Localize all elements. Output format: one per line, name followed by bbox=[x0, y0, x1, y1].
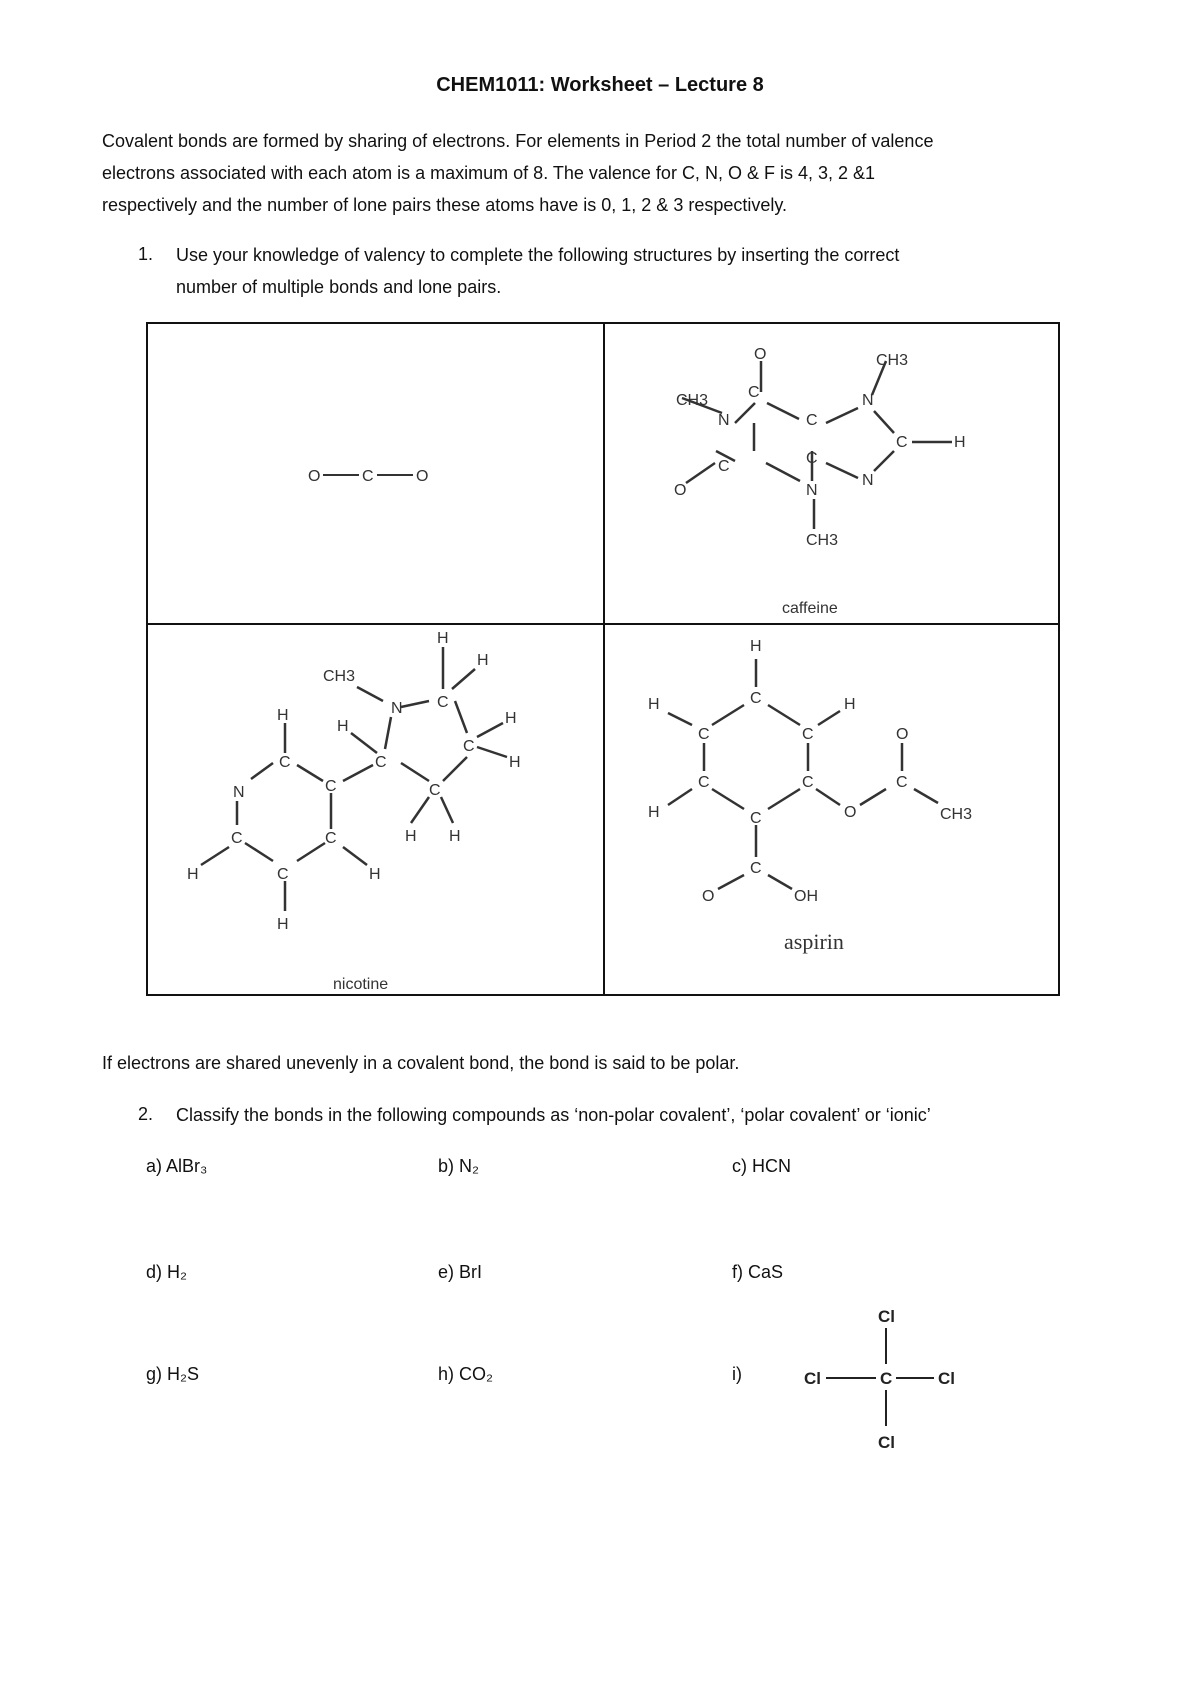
svg-text:C: C bbox=[698, 726, 710, 743]
svg-text:C: C bbox=[750, 860, 762, 877]
question-2-number: 2. bbox=[138, 1104, 154, 1124]
svg-text:C: C bbox=[429, 782, 441, 799]
svg-text:CH3: CH3 bbox=[940, 806, 973, 823]
svg-text:N: N bbox=[862, 392, 874, 409]
svg-text:H: H bbox=[277, 916, 289, 933]
svg-text:CH3: CH3 bbox=[323, 668, 356, 685]
caffeine-label: caffeine bbox=[782, 600, 838, 617]
svg-text:N: N bbox=[391, 700, 403, 717]
svg-text:C: C bbox=[231, 830, 243, 847]
svg-text:N: N bbox=[718, 412, 730, 429]
svg-text:C: C bbox=[437, 694, 449, 711]
caffeine-structure bbox=[604, 323, 1060, 623]
svg-text:H: H bbox=[750, 638, 762, 655]
svg-text:CH3: CH3 bbox=[876, 352, 909, 369]
svg-text:C: C bbox=[279, 754, 291, 771]
item-e: e) BrI bbox=[438, 1262, 483, 1282]
svg-text:H: H bbox=[648, 696, 660, 713]
svg-text:H: H bbox=[505, 710, 517, 727]
svg-text:CH3: CH3 bbox=[676, 392, 709, 409]
svg-text:N: N bbox=[806, 482, 818, 499]
svg-text:C: C bbox=[325, 778, 337, 795]
svg-text:C: C bbox=[896, 774, 908, 791]
svg-text:C: C bbox=[750, 810, 762, 827]
svg-text:O: O bbox=[674, 482, 687, 499]
item-d: d) H₂ bbox=[146, 1262, 187, 1282]
svg-text:Cl: Cl bbox=[878, 1433, 895, 1452]
svg-text:C: C bbox=[896, 434, 908, 451]
svg-text:Cl: Cl bbox=[804, 1369, 821, 1388]
item-b: b) N₂ bbox=[438, 1156, 479, 1176]
svg-text:C: C bbox=[802, 726, 814, 743]
svg-text:C: C bbox=[802, 774, 814, 791]
polar-definition: If electrons are shared unevenly in a covalent bond, the bond is said to be polar. bbox=[102, 1053, 740, 1073]
item-h: h) CO₂ bbox=[438, 1364, 493, 1384]
svg-text:H: H bbox=[509, 754, 521, 771]
svg-text:C: C bbox=[375, 754, 387, 771]
svg-text:C: C bbox=[325, 830, 337, 847]
svg-text:H: H bbox=[337, 718, 349, 735]
svg-text:C: C bbox=[362, 468, 374, 485]
svg-text:H: H bbox=[405, 828, 417, 845]
svg-text:H: H bbox=[369, 866, 381, 883]
svg-text:H: H bbox=[187, 866, 199, 883]
nicotine-label: nicotine bbox=[333, 976, 389, 993]
ccl4-structure bbox=[800, 1298, 970, 1458]
page-title: CHEM1011: Worksheet – Lecture 8 bbox=[436, 74, 764, 96]
svg-text:C: C bbox=[880, 1369, 893, 1388]
svg-text:H: H bbox=[449, 828, 461, 845]
svg-text:N: N bbox=[233, 784, 245, 801]
svg-text:O: O bbox=[896, 726, 909, 743]
intro-line-3: respectively and the number of lone pairs these atoms have is 0, 1, 2 & 3 respectively. bbox=[102, 195, 788, 215]
svg-text:OH: OH bbox=[794, 888, 818, 905]
svg-text:O: O bbox=[844, 804, 857, 821]
svg-text:Cl: Cl bbox=[938, 1369, 955, 1388]
svg-text:C: C bbox=[748, 384, 760, 401]
question-1-number: 1. bbox=[138, 244, 154, 264]
svg-text:O: O bbox=[308, 468, 321, 485]
svg-text:Cl: Cl bbox=[878, 1307, 895, 1326]
svg-text:H: H bbox=[477, 652, 489, 669]
item-g: g) H₂S bbox=[146, 1364, 199, 1384]
aspirin-label: aspirin bbox=[784, 929, 844, 954]
svg-text:H: H bbox=[844, 696, 856, 713]
item-a: a) AlBr₃ bbox=[146, 1156, 208, 1176]
item-f: f) CaS bbox=[732, 1262, 784, 1282]
svg-text:O: O bbox=[416, 468, 429, 485]
svg-text:C: C bbox=[277, 866, 289, 883]
svg-text:O: O bbox=[754, 346, 767, 363]
aspirin-structure bbox=[604, 625, 1060, 995]
svg-text:C: C bbox=[806, 412, 818, 429]
svg-text:H: H bbox=[648, 804, 660, 821]
svg-text:H: H bbox=[437, 630, 449, 647]
svg-text:O: O bbox=[702, 888, 715, 905]
svg-text:C: C bbox=[806, 450, 818, 467]
svg-text:C: C bbox=[698, 774, 710, 791]
intro-line-2: electrons associated with each atom is a maximum of 8. The valence for C, N, O & F is 4, 3, 2 &1 bbox=[102, 163, 875, 183]
svg-text:CH3: CH3 bbox=[806, 532, 839, 549]
svg-text:H: H bbox=[277, 707, 289, 724]
structures-grid bbox=[146, 322, 1060, 996]
svg-text:N: N bbox=[862, 472, 874, 489]
svg-text:C: C bbox=[718, 458, 730, 475]
co2-structure bbox=[147, 323, 603, 623]
question-1-line-2: number of multiple bonds and lone pairs. bbox=[176, 277, 502, 297]
item-c: c) HCN bbox=[732, 1156, 791, 1176]
nicotine-structure bbox=[147, 625, 603, 995]
item-i: i) bbox=[732, 1364, 742, 1384]
question-1-line-1: Use your knowledge of valency to complete the following structures by inserting the correct bbox=[176, 245, 900, 265]
svg-text:H: H bbox=[954, 434, 966, 451]
svg-text:C: C bbox=[463, 738, 475, 755]
svg-text:C: C bbox=[750, 690, 762, 707]
question-2-text: Classify the bonds in the following compounds as ‘non-polar covalent’, ‘polar covalent’ or ‘ionic’ bbox=[176, 1105, 931, 1125]
intro-line-1: Covalent bonds are formed by sharing of electrons. For elements in Period 2 the total number of valence bbox=[102, 131, 934, 151]
